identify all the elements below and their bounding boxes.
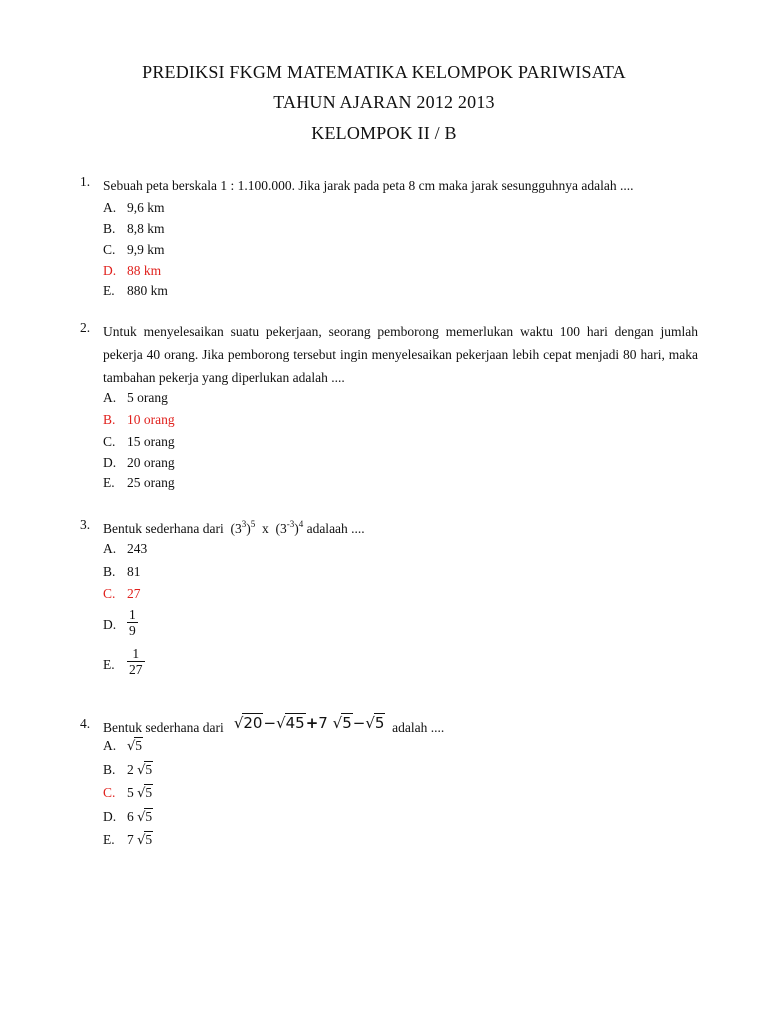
- question-text: Bentuk sederhana dari $(3^3)^5$ x $(3^{-3})^4$ adalaah ....: [103, 519, 365, 536]
- exponent-expression: $(3^3)^5$ x $(3^{-3})^4$: [230, 519, 304, 536]
- radical-expression: √20−√45+7 √5−√5: [233, 714, 385, 732]
- question-number: 4.: [80, 716, 91, 731]
- fraction-one-ninth: 1 9: [129, 607, 136, 638]
- document-page: PREDIKSI FKGM MATEMATIKA KELOMPOK PARIWISATA TAHUN AJARAN 2012 2013 KELOMPOK II / B 1. Sebuah peta berskala 1 : 1.100.000. Jika jarak pada peta 8 cm maka jarak sesungguhnya adalah .... A. 9,6 km B. 8,8 km C. 9,9 km D. 88 km E. 880 km 2. Untuk menyelesaikan suatu pekerjaan, seorang pemborong memerlukan waktu 100 hari dengan jumlah pekerja 40 orang. Jika pemborong tersebut ingin menyelesaikan pekerjaan lebih cepat menjadi 80 hari, maka tambahan pekerja yang diperlukan adalah .... A. 5 orang B. 10 orang C. 15 orang D. 20 orang E. 25 orang 3. Bentuk sederhana dari $(3^3)^5$ x $(3^{-3})^4$ adalaah .... A. 243 B. 81 C. 27 D. 1 9 E. 1 27 4. Bentuk sederhana dari √20−√45+7 √5−√5 adalah .... A. √5 B. 2 √5 C. 5 √5 D. 6 √5 E. 7 √5: [0, 0, 768, 1024]
- doc-title-line-2: TAHUN AJARAN 2012 2013: [273, 92, 495, 112]
- question-number: 3.: [80, 517, 91, 532]
- fraction-one-twenty-seventh: 1 27: [129, 646, 143, 677]
- question-text: Untuk menyelesaikan suatu pekerjaan, seorang pemborong memerlukan waktu 100 hari dengan jumlah pekerja 40 orang. Jika pemborong tersebut ingin menyelesaikan pekerjaan lebih cepat menjadi 80 hari, maka tambahan pekerja yang diperlukan adalah ....: [103, 324, 698, 385]
- question-text: Sebuah peta berskala 1 : 1.100.000. Jika jarak pada peta 8 cm maka jarak sesungguhnya adalah ....: [103, 178, 634, 193]
- question-text: Bentuk sederhana dari √20−√45+7 √5−√5 adalah ....: [103, 714, 445, 735]
- question-number: 2.: [80, 320, 91, 335]
- doc-title-line-3: KELOMPOK II / B: [311, 123, 457, 143]
- doc-title-line-1: PREDIKSI FKGM MATEMATIKA KELOMPOK PARIWISATA: [142, 62, 626, 82]
- question-number: 1.: [80, 174, 91, 189]
